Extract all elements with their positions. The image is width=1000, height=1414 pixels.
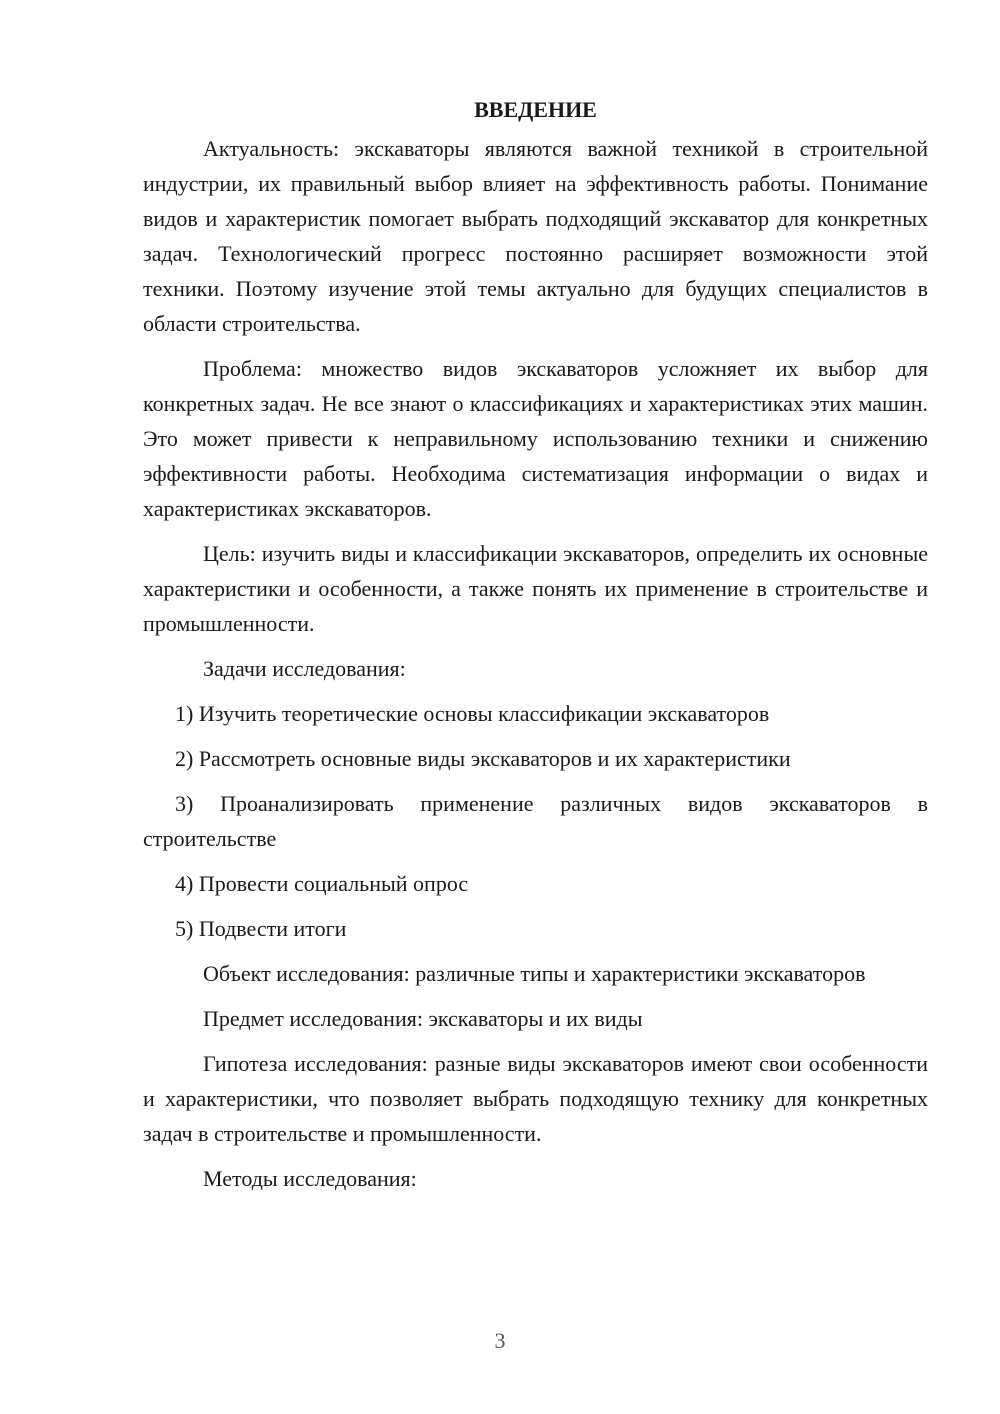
task-item-1: 1) Изучить теоретические основы классификации экскаваторов [175,701,770,726]
task-item-3: 3) Проанализировать применение различных видов экскаваторов в строительстве [143,791,928,851]
methods-heading: Методы исследования: [203,1166,417,1191]
document-page [143,92,928,1206]
page-number: 3 [494,1328,506,1353]
document-title: ВВЕДЕНИЕ [474,97,597,122]
task-item-5: 5) Подвести итоги [175,916,347,941]
subject-paragraph: Предмет исследования: экскаваторы и их виды [203,1006,643,1031]
task-item-2: 2) Рассмотреть основные виды экскаваторов и их характеристики [175,746,791,771]
relevance-paragraph: Актуальность: экскаваторы являются важной техникой в строительной индустрии, их правильный выбор влияет на эффективность работы. Понимание видов и характеристик помогает выбрать подходящий экскаватор для конкретных задач. Технологический прогресс постоянно расширяет возможности этой техники. Поэтому изучение этой темы актуально для будущих специалистов в области строительства. [143,136,928,336]
problem-paragraph: Проблема: множество видов экскаваторов усложняет их выбор для конкретных задач. Не все знают о классификациях и характеристиках этих машин. Это может привести к неправильному использованию техники и снижению эффективности работы. Необходима систематизация информации о видах и характеристиках экскаваторов. [143,356,928,521]
hypothesis-paragraph: Гипотеза исследования: разные виды экскаваторов имеют свои особенности и характеристики, что позволяет выбрать подходящую технику для конкретных задач в строительстве и промышленности. [143,1051,928,1146]
task-item-4: 4) Провести социальный опрос [175,871,469,896]
object-paragraph: Объект исследования: различные типы и характеристики экскаваторов [203,961,866,986]
goal-paragraph: Цель: изучить виды и классификации экскаваторов, определить их основные характеристики и особенности, а также понять их применение в строительстве и промышленности. [143,541,928,636]
tasks-heading: Задачи исследования: [203,656,406,681]
